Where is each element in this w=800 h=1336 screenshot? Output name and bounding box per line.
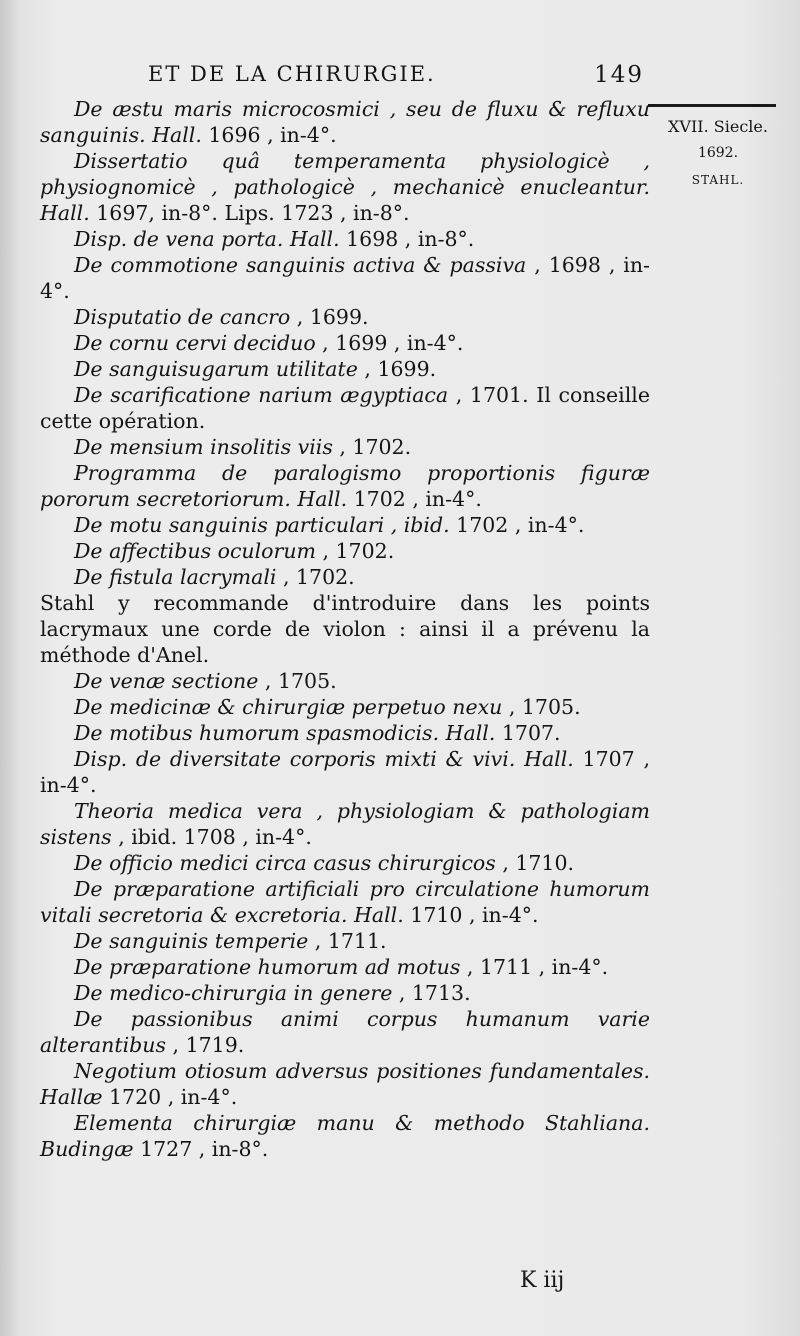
entry-details: , 1705. <box>258 669 337 693</box>
entry-title: Programma de paralogismo proportionis figuræ pororum secretoriorum. Hall. <box>40 461 650 511</box>
entry-details: , 1699 , in-4°. <box>315 331 464 355</box>
entry-title: Disp. de vena porta. Hall. <box>74 227 340 251</box>
list-item <box>40 330 650 356</box>
entry-details: Stahl y recommande d'introduire dans les points lacrymaux une corde de violon : ainsi il a prévenu la méthode d'Anel. <box>40 591 650 667</box>
entry-title: De mensium insolitis viis <box>74 435 333 459</box>
entry-details: , 1702. <box>332 435 412 459</box>
list-item <box>40 148 650 226</box>
entry-title: De medicinæ & chirurgiæ perpetuo nexu <box>74 695 503 719</box>
entry-details: , 1710. <box>495 851 575 875</box>
entry-title: De æstu maris microcosmici , seu de fluxu & refluxu sanguinis. Hall. <box>40 97 650 147</box>
list-item <box>40 850 650 876</box>
entry-title: De officio medici circa casus chirurgicos <box>74 851 496 875</box>
entry-details: 1696 , in-4°. <box>201 123 337 147</box>
bibliography-list <box>40 96 650 1162</box>
list-item <box>40 694 650 720</box>
entry-details: , ibid. 1708 , in-4°. <box>111 825 312 849</box>
entry-details: 1707. <box>495 721 561 745</box>
entry-title: De scarificatione narium ægyptiaca <box>74 383 449 407</box>
entry-title: De præparatione humorum ad motus <box>74 955 461 979</box>
list-item <box>40 1006 650 1058</box>
margin-century: XVII. Siecle. <box>668 117 768 136</box>
entry-details: 1710 , in-4°. <box>403 903 539 927</box>
list-item <box>40 1058 650 1110</box>
list-item <box>40 928 650 954</box>
entry-title: De fistula lacrymali <box>74 565 277 589</box>
entry-details: 1698 , in-8°. <box>339 227 475 251</box>
entry-details: 1702 , in-4°. <box>347 487 482 511</box>
entry-details: , 1711 , in-4°. <box>460 955 609 979</box>
list-item <box>40 512 650 538</box>
list-item <box>40 876 650 928</box>
list-item <box>40 252 650 304</box>
entry-title: Elementa chirurgiæ manu & methodo Stahliana. Budingæ <box>40 1111 650 1161</box>
entry-details: 1702 , in-4°. <box>449 513 585 537</box>
entry-details: 1727 , in-8°. <box>133 1137 269 1161</box>
list-item <box>40 1110 650 1162</box>
entry-title: De passionibus animi corpus humanum varie alterantibus <box>40 1007 650 1057</box>
entry-details: , 1705. <box>502 695 581 719</box>
list-item <box>40 538 650 564</box>
list-item <box>40 564 650 590</box>
entry-details: , 1698 , in-4°. <box>40 253 650 303</box>
running-title: ET DE LA CHIRURGIE. <box>148 62 436 86</box>
entry-title: De cornu cervi deciduo <box>74 331 316 355</box>
list-item <box>40 356 650 382</box>
margin-rule <box>648 104 776 107</box>
entry-title: De affectibus oculorum <box>74 539 316 563</box>
entry-details: , 1699. <box>290 305 369 329</box>
list-item <box>40 382 650 434</box>
entry-details: , 1713. <box>392 981 471 1005</box>
entry-title: De motu sanguinis particulari , ibid. <box>74 513 450 537</box>
entry-details: 1697, in-8°. Lips. 1723 , in-8°. <box>89 201 410 225</box>
entry-title: De venæ sectione <box>74 669 259 693</box>
entry-details: , 1702. <box>276 565 355 589</box>
entry-title: De motibus humorum spasmodicis. Hall. <box>74 721 496 745</box>
margin-notes <box>648 116 788 189</box>
entry-title: De sanguisugarum utilitate <box>74 357 358 381</box>
entry-details: , 1699. <box>357 357 437 381</box>
entry-title: De medico-chirurgia in genere <box>74 981 393 1005</box>
list-item <box>40 798 650 850</box>
entry-details: , 1701. Il conseille cette opération. <box>40 383 650 433</box>
entry-title: De commotione sanguinis activa & passiva <box>74 253 527 277</box>
running-header <box>148 62 648 92</box>
entry-title: Disp. de diversitate corporis mixti & vivi. Hall. <box>74 747 574 771</box>
list-item <box>40 226 650 252</box>
list-item <box>40 980 650 1006</box>
entry-title: Theoria medica vera , physiologiam & pathologiam sistens <box>40 799 650 849</box>
entry-title: Disputatio de cancro <box>74 305 291 329</box>
margin-year: 1692. <box>697 145 739 162</box>
list-item <box>40 304 650 330</box>
entry-details: 1720 , in-4°. <box>102 1085 238 1109</box>
entry-details: , 1702. <box>315 539 395 563</box>
list-item <box>40 746 650 798</box>
list-item <box>40 668 650 694</box>
list-item <box>40 434 650 460</box>
entry-details: , 1719. <box>166 1033 245 1057</box>
list-item <box>40 720 650 746</box>
list-item <box>40 954 650 980</box>
page-number: 149 <box>594 62 644 88</box>
commentary-paragraph <box>40 590 650 668</box>
entry-title: De præparatione artificiali pro circulatione humorum vitali secretoria & excretoria. Hall. <box>40 877 650 927</box>
signature-mark: K iij <box>520 1268 565 1293</box>
list-item <box>40 96 650 148</box>
list-item <box>40 460 650 512</box>
entry-details: , 1711. <box>308 929 387 953</box>
entry-details: 1707 , in-4°. <box>40 747 650 797</box>
entry-title: Negotium otiosum adversus positiones fundamentales. Hallæ <box>40 1059 650 1109</box>
margin-author: STAHL. <box>691 172 745 187</box>
entry-title: Dissertatio quâ temperamenta physiologicè , physiognomicè , pathologicè , mechanicè enucleantur. Hall. <box>40 149 650 225</box>
entry-title: De sanguinis temperie <box>74 929 309 953</box>
